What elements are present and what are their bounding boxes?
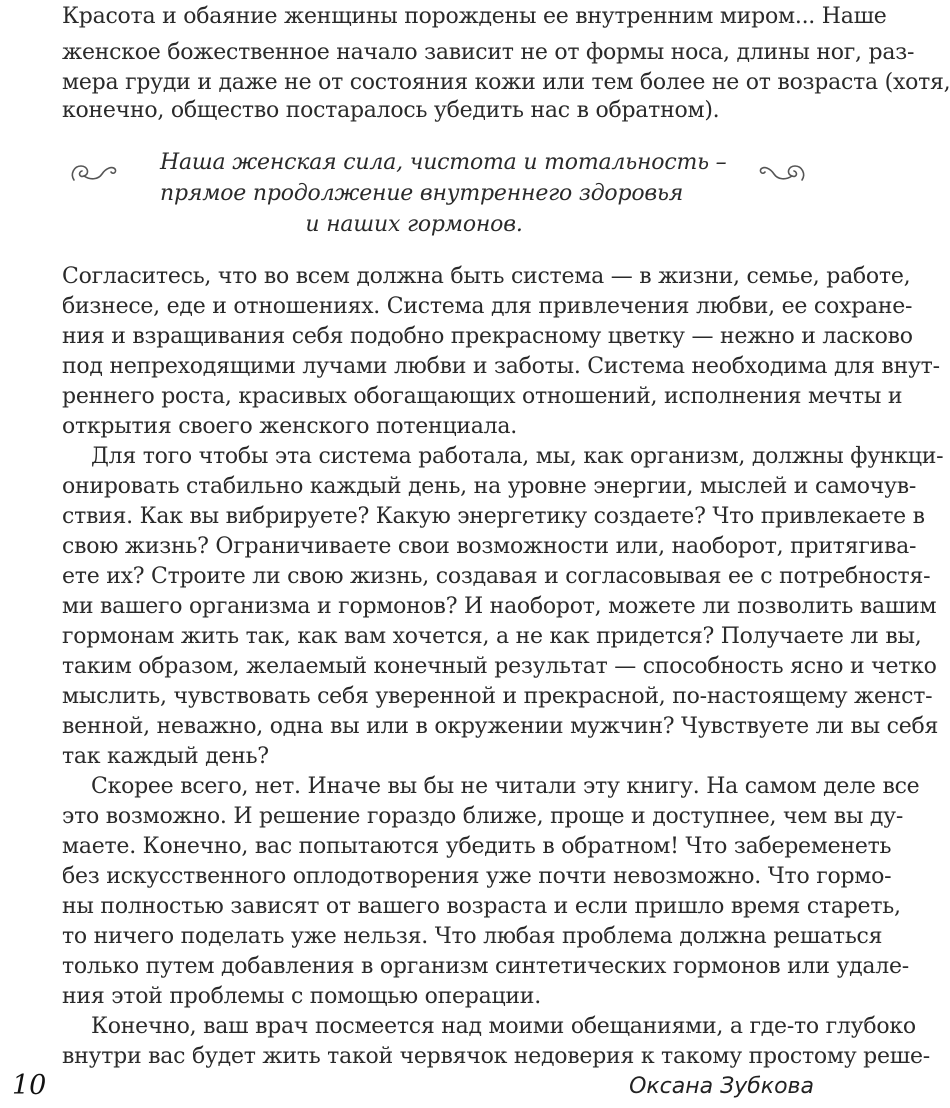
quote-line: Наша женская сила, чистота и тотальность – [160, 150, 727, 175]
text-line: так каждый день? [62, 744, 269, 769]
text-line: Конечно, ваш врач посмеется над моими обещаниями, а где-то глубоко [91, 1014, 916, 1039]
text-line: Согласитесь, что во всем должна быть система — в жизни, семье, работе, [62, 264, 911, 289]
text-line: конечно, общество постаралось убедить нас в обратном). [62, 98, 720, 123]
text-line: это возможно. И решение гораздо ближе, проще и доступнее, чем вы ду- [62, 804, 903, 829]
text-line: без искусственного оплодотворения уже почти невозможно. Что гормо- [62, 864, 892, 889]
text-line: онировать стабильно каждый день, на уровне энергии, мыслей и самочув- [62, 474, 917, 499]
text-line: открытия своего женского потенциала. [62, 414, 517, 439]
text-line: Скорее всего, нет. Иначе вы бы не читали эту книгу. На самом деле все [91, 774, 920, 799]
swirl-ornament-right-icon [758, 160, 808, 186]
text-line: ния и взращивания себя подобно прекрасному цветку — нежно и ласково [62, 324, 913, 349]
text-line: только путем добавления в организм синтетических гормонов или удале- [62, 954, 909, 979]
quote-line: и наших гормонов. [305, 212, 523, 237]
text-line: свою жизнь? Ограничиваете свои возможности или, наоборот, притягива- [62, 534, 917, 559]
text-line: мыслить, чувствовать себя уверенной и прекрасной, по-настоящему женст- [62, 684, 933, 709]
text-line: гормонам жить так, как вам хочется, а не как придется? Получаете ли вы, [62, 624, 922, 649]
text-line: ми вашего организма и гормонов? И наоборот, можете ли позволить вашим [62, 594, 937, 619]
text-line: таким образом, желаемый конечный результат — способность ясно и четко [62, 654, 937, 679]
page-number: 10 [12, 1070, 47, 1101]
text-line: Красота и обаяние женщины порождены ее внутренним миром... Наше [62, 4, 887, 29]
text-line: маете. Конечно, вас попытаются убедить в обратном! Что забеременеть [62, 834, 892, 859]
text-line: ния этой проблемы с помощью операции. [62, 984, 541, 1009]
text-line: внутри вас будет жить такой червячок недоверия к такому простому реше- [62, 1044, 930, 1069]
text-line: ствия. Как вы вибрируете? Какую энергетику создаете? Что привлекаете в [62, 504, 925, 529]
text-line: бизнесе, еде и отношениях. Система для привлечения любви, ее сохране- [62, 294, 913, 319]
text-line: то ничего поделать уже нельзя. Что любая проблема должна решаться [62, 924, 883, 949]
text-line: венной, неважно, одна вы или в окружении мужчин? Чувствуете ли вы себя [62, 714, 939, 739]
text-line: женское божественное начало зависит не от формы носа, длины ног, раз- [62, 40, 915, 65]
quote-line: прямое продолжение внутреннего здоровья [160, 181, 684, 206]
text-line: реннего роста, красивых обогащающих отношений, исполнения мечты и [62, 384, 903, 409]
text-line: ете их? Строите ли свою жизнь, создавая и согласовывая ее с потребностя- [62, 564, 931, 589]
text-line: мера груди и даже не от состояния кожи или тем более не от возраста (хотя, [62, 70, 950, 95]
swirl-ornament-left-icon [68, 160, 118, 186]
text-line: Для того чтобы эта система работала, мы, как организм, должны функци- [91, 444, 944, 469]
running-footer-author: Оксана Зубкова [629, 1074, 814, 1099]
text-line: под непреходящими лучами любви и заботы. Система необходима для внут- [62, 354, 940, 379]
text-line: ны полностью зависят от вашего возраста и если пришло время стареть, [62, 894, 901, 919]
